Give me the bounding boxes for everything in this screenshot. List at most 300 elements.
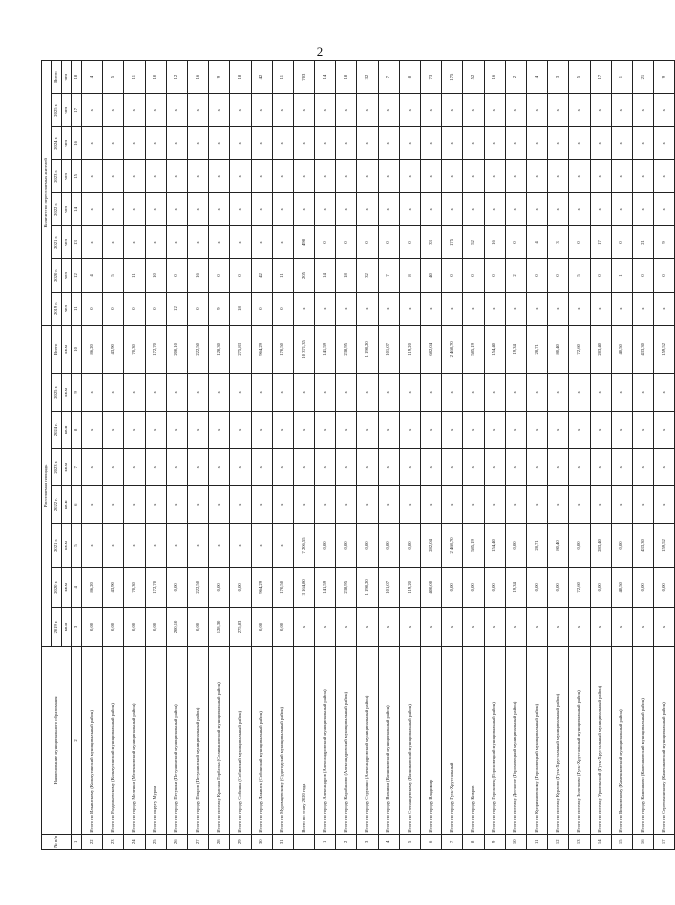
people-value: x (463, 160, 484, 193)
area-value: x (187, 486, 208, 523)
header-total-area: Всего (52, 325, 62, 374)
area-value: x (357, 607, 378, 647)
area-value: x (632, 449, 653, 486)
area-value: x (124, 523, 145, 567)
header-column-number: 6 (72, 486, 82, 523)
people-value: x (442, 193, 463, 226)
people-value: x (124, 193, 145, 226)
row-number: 15 (611, 834, 632, 849)
area-value: 0,00 (505, 523, 526, 567)
area-value: x (463, 374, 484, 411)
area-value: x (145, 411, 166, 448)
people-value: x (230, 193, 251, 226)
area-value: 72,60 (569, 325, 590, 374)
people-value: x (315, 292, 336, 325)
people-value: 12 (166, 292, 187, 325)
table-row (569, 61, 590, 850)
people-value: 17 (590, 226, 611, 259)
people-value: x (272, 193, 293, 226)
municipality-name: Итого по городу Покров (Петушинский муниципальный район) (187, 647, 208, 834)
header-year-area: 2020 г. (52, 567, 62, 607)
people-value: 8 (399, 259, 420, 292)
people-value: 4 (82, 61, 103, 94)
area-value: 0,00 (82, 607, 103, 647)
area-value: 585,19 (463, 523, 484, 567)
area-value: x (632, 411, 653, 448)
area-value: 0,00 (632, 567, 653, 607)
people-value: x (230, 226, 251, 259)
area-value: x (124, 374, 145, 411)
people-value: x (484, 127, 505, 160)
people-value: x (251, 94, 272, 127)
people-value: x (378, 127, 399, 160)
people-value: x (230, 94, 251, 127)
area-value: x (166, 449, 187, 486)
area-value: x (378, 449, 399, 486)
people-value: 10 (145, 61, 166, 94)
header-unit-area: кв.м (62, 374, 72, 411)
people-value: 0 (187, 292, 208, 325)
area-value: x (166, 374, 187, 411)
municipality-name: Итого по поселку Курлово (Гусь-Хрустальный муниципальный район) (548, 647, 569, 834)
area-value: 0,00 (251, 607, 272, 647)
people-value: x (463, 127, 484, 160)
people-value: 0 (82, 292, 103, 325)
people-value: 4 (526, 61, 547, 94)
header-unit-people: чел (62, 160, 72, 193)
area-value: 2 468,70 (442, 325, 463, 374)
header-unit-people: чел (62, 292, 72, 325)
people-value: 0 (336, 226, 357, 259)
area-value: x (526, 486, 547, 523)
municipality-name: Итого по городу Меленки (Меленковский муниципальный район) (124, 647, 145, 834)
area-value: 1 198,20 (357, 325, 378, 374)
area-value: x (166, 486, 187, 523)
area-value: 172,70 (145, 567, 166, 607)
header-column-number: 16 (72, 127, 82, 160)
people-value: 9 (654, 61, 675, 94)
area-value: x (209, 486, 230, 523)
area-value: x (611, 486, 632, 523)
people-value: x (103, 160, 124, 193)
area-value: x (357, 411, 378, 448)
area-value: 433,30 (632, 523, 653, 567)
people-value: 0 (484, 259, 505, 292)
people-value: x (336, 94, 357, 127)
area-value: x (230, 374, 251, 411)
header-column-number: 8 (72, 411, 82, 448)
area-value: x (442, 411, 463, 448)
municipality-name: Итого по городу Ковров (463, 647, 484, 834)
area-value: 222,50 (187, 567, 208, 607)
header-column-number: 10 (72, 325, 82, 374)
people-value: x (505, 193, 526, 226)
people-value: x (548, 94, 569, 127)
area-value: 80,40 (548, 325, 569, 374)
municipality-name: Итого по поселку Досчатое (Гороховецкий муниципальный район) (505, 647, 526, 834)
people-value: 7 (378, 259, 399, 292)
people-value: x (103, 193, 124, 226)
area-value: 0,00 (590, 567, 611, 607)
area-value: 101,07 (378, 567, 399, 607)
area-value: x (442, 607, 463, 647)
table-body (82, 61, 675, 850)
people-value: 11 (272, 61, 293, 94)
people-value: x (145, 226, 166, 259)
header-column-number: 2 (72, 647, 82, 834)
header-column-number: 15 (72, 160, 82, 193)
people-value: 42 (251, 61, 272, 94)
area-value: x (336, 449, 357, 486)
people-value: 3 (548, 61, 569, 94)
people-value: x (272, 226, 293, 259)
table-row (399, 61, 420, 850)
area-value: x (632, 486, 653, 523)
people-value: x (336, 193, 357, 226)
people-value: x (357, 127, 378, 160)
header-year-area: 2019 г. (52, 607, 62, 647)
area-value: x (421, 449, 442, 486)
row-number: 28 (209, 834, 230, 849)
people-value: x (209, 94, 230, 127)
people-value: 18 (230, 292, 251, 325)
area-value: x (293, 374, 314, 411)
header-count-group: Количество переселяемых жителей (42, 61, 52, 326)
header-unit-area: кв.м (62, 523, 72, 567)
people-value: x (166, 226, 187, 259)
header-column-number: 4 (72, 567, 82, 607)
area-value: x (230, 449, 251, 486)
people-value: x (548, 160, 569, 193)
row-number: 11 (526, 834, 547, 849)
header-year-area: 2021 г. (52, 523, 62, 567)
table-row (293, 61, 314, 850)
people-value: x (336, 160, 357, 193)
area-value: 0,00 (187, 607, 208, 647)
municipality-name: Итого по Вояковскому (Камешковский муниципальный район) (611, 647, 632, 834)
row-number: 29 (230, 834, 251, 849)
municipality-name: Итого по городу Карабаново (Александровский муниципальный район) (336, 647, 357, 834)
people-value: x (590, 94, 611, 127)
people-value: x (357, 94, 378, 127)
header-name: Наименование муниципального образования (42, 647, 72, 834)
row-number: 3 (357, 834, 378, 849)
people-value: x (442, 94, 463, 127)
header-column-number: 9 (72, 374, 82, 411)
municipality-name: Итого по Сергеихинскому (Камешковский муниципальный район) (654, 647, 675, 834)
people-value: x (293, 292, 314, 325)
area-value: x (103, 449, 124, 486)
people-value: 175 (442, 61, 463, 94)
header-column-number: 5 (72, 523, 82, 567)
area-value: x (421, 607, 442, 647)
area-value: 141,59 (315, 325, 336, 374)
area-value: x (357, 486, 378, 523)
people-value: 703 (293, 61, 314, 94)
people-value: 0 (505, 226, 526, 259)
people-value: x (526, 160, 547, 193)
area-value: 0,00 (442, 567, 463, 607)
people-value: x (611, 160, 632, 193)
table-row (484, 61, 505, 850)
table-row (421, 61, 442, 850)
area-value: 0,00 (463, 567, 484, 607)
people-value: x (632, 193, 653, 226)
people-value: x (357, 160, 378, 193)
people-value: 0 (654, 259, 675, 292)
area-value: x (505, 449, 526, 486)
area-value: x (590, 411, 611, 448)
row-number: 8 (463, 834, 484, 849)
area-value: 0,00 (103, 607, 124, 647)
header-year-area: 2024 г. (52, 411, 62, 448)
people-value: 0 (399, 226, 420, 259)
table-row (145, 61, 166, 850)
header-column-number: 17 (72, 94, 82, 127)
area-value: x (590, 607, 611, 647)
people-value: x (124, 94, 145, 127)
row-number: 6 (421, 834, 442, 849)
people-value: x (632, 127, 653, 160)
row-number: 16 (632, 834, 653, 849)
area-value: x (103, 411, 124, 448)
area-value: x (378, 486, 399, 523)
people-value: x (166, 94, 187, 127)
people-value: 14 (315, 259, 336, 292)
people-value: x (590, 127, 611, 160)
area-value: x (442, 374, 463, 411)
table-row (442, 61, 463, 850)
people-value: x (293, 160, 314, 193)
header-column-number: 12 (72, 259, 82, 292)
people-value: x (272, 160, 293, 193)
row-number: 22 (82, 834, 103, 849)
area-value: x (548, 449, 569, 486)
area-value: x (442, 449, 463, 486)
people-value: 40 (421, 259, 442, 292)
table-row (505, 61, 526, 850)
area-value: x (463, 607, 484, 647)
area-value: x (399, 374, 420, 411)
area-value: x (484, 449, 505, 486)
people-value: 0 (632, 259, 653, 292)
header-column-number: 13 (72, 226, 82, 259)
row-number: 24 (124, 834, 145, 849)
municipality-name: Итого по городу Гусь-Хрустальный (442, 647, 463, 834)
area-value: x (82, 449, 103, 486)
people-value: x (336, 127, 357, 160)
area-value: x (611, 411, 632, 448)
people-value: x (399, 292, 420, 325)
people-value: x (505, 94, 526, 127)
people-value: x (654, 193, 675, 226)
area-value: x (421, 486, 442, 523)
header-year-people: 2025 г. (52, 94, 62, 127)
area-value: x (442, 486, 463, 523)
people-value: 52 (463, 226, 484, 259)
people-value: x (590, 160, 611, 193)
municipality-name: Итого по округу Муром (145, 647, 166, 834)
area-value: 10 371,35 (293, 325, 314, 374)
area-value: x (484, 374, 505, 411)
people-value: x (548, 292, 569, 325)
people-value: x (103, 94, 124, 127)
people-value: x (505, 127, 526, 160)
area-value: x (272, 374, 293, 411)
area-value: 80,40 (548, 523, 569, 567)
area-value: x (187, 523, 208, 567)
people-value: 0 (251, 292, 272, 325)
area-value: x (569, 607, 590, 647)
people-value: x (209, 226, 230, 259)
people-value: 0 (463, 259, 484, 292)
people-value: 0 (124, 292, 145, 325)
people-value: 16 (484, 61, 505, 94)
people-value: 2 (505, 61, 526, 94)
municipality-name: Итого по Раздольевскому (Кольчугинский муниципальный район) (103, 647, 124, 834)
people-value: x (421, 127, 442, 160)
people-value: x (421, 94, 442, 127)
people-value: 0 (230, 259, 251, 292)
municipality-name: Итого по Куприяновскому (Гороховецкий муниципальный район) (526, 647, 547, 834)
header-column-number: 7 (72, 449, 82, 486)
people-value: 8 (399, 61, 420, 94)
people-value: x (378, 292, 399, 325)
area-value: 200,10 (166, 607, 187, 647)
area-value: x (230, 523, 251, 567)
area-value: 964,29 (251, 567, 272, 607)
people-value: x (399, 193, 420, 226)
area-value: x (654, 449, 675, 486)
area-value: 128,30 (209, 325, 230, 374)
area-value: 2 468,70 (442, 523, 463, 567)
people-value: 11 (124, 259, 145, 292)
area-value: x (569, 374, 590, 411)
header-year-people: 2021 г. (52, 226, 62, 259)
area-value: x (399, 411, 420, 448)
area-value: x (293, 607, 314, 647)
row-number: 30 (251, 834, 272, 849)
people-value: x (654, 292, 675, 325)
table-row (357, 61, 378, 850)
area-value: x (548, 607, 569, 647)
header-column-number: 14 (72, 193, 82, 226)
people-value: 3 (548, 226, 569, 259)
table-row (187, 61, 208, 850)
row-number (293, 834, 314, 849)
people-value: x (357, 292, 378, 325)
people-value: x (399, 127, 420, 160)
area-value: 0,00 (378, 523, 399, 567)
people-value: 5 (569, 259, 590, 292)
area-value: 0,00 (336, 523, 357, 567)
table-row (548, 61, 569, 850)
area-value: x (590, 486, 611, 523)
header-unit-people: чел (62, 226, 72, 259)
area-value: x (187, 449, 208, 486)
header-year-people: 2019 г. (52, 292, 62, 325)
people-value: x (654, 127, 675, 160)
people-value: 0 (272, 292, 293, 325)
people-value: x (209, 193, 230, 226)
area-value: x (145, 486, 166, 523)
people-value: 5 (103, 259, 124, 292)
area-value: x (209, 411, 230, 448)
area-value: 222,50 (187, 325, 208, 374)
area-value: x (336, 411, 357, 448)
header-unit-area: кв.м (62, 607, 72, 647)
area-value: x (378, 411, 399, 448)
row-number: 25 (145, 834, 166, 849)
area-value: 433,30 (632, 325, 653, 374)
header-column-numbers (72, 61, 82, 850)
area-value: x (293, 411, 314, 448)
people-value: 11 (124, 61, 145, 94)
area-value: x (357, 449, 378, 486)
area-value: 28,71 (526, 325, 547, 374)
area-value: 283,40 (590, 325, 611, 374)
people-value: 9 (209, 292, 230, 325)
people-value: x (82, 127, 103, 160)
row-number: 14 (590, 834, 611, 849)
area-value: 275,83 (230, 607, 251, 647)
people-value: x (484, 292, 505, 325)
area-value: x (484, 411, 505, 448)
people-value: x (124, 160, 145, 193)
people-value: 12 (166, 61, 187, 94)
area-value: x (187, 411, 208, 448)
municipality-name: Итого по Степанцевскому (Вязниковский муниципальный район) (399, 647, 420, 834)
area-value: x (463, 486, 484, 523)
people-value: x (315, 127, 336, 160)
people-value: x (293, 193, 314, 226)
row-number: 2 (336, 834, 357, 849)
municipality-name: Всего по этапу 2020 года (293, 647, 314, 834)
table-row (209, 61, 230, 850)
people-value: x (632, 160, 653, 193)
table-row (654, 61, 675, 850)
area-value: x (293, 449, 314, 486)
people-value: 0 (378, 226, 399, 259)
area-value: x (315, 486, 336, 523)
people-value: x (187, 193, 208, 226)
people-value: x (251, 160, 272, 193)
people-value: x (484, 94, 505, 127)
header-column-number: 18 (72, 61, 82, 94)
area-value: x (315, 374, 336, 411)
resettlement-table (41, 60, 675, 850)
people-value: 33 (421, 226, 442, 259)
page-number: 2 (316, 44, 324, 59)
area-value: x (315, 449, 336, 486)
area-value: 0,00 (399, 523, 420, 567)
people-value: x (442, 127, 463, 160)
people-value: x (505, 292, 526, 325)
people-value: 21 (632, 226, 653, 259)
people-value: 7 (378, 61, 399, 94)
row-number: 23 (103, 834, 124, 849)
municipality-name: Итого по поселку Золотково (Гусь-Хрустальный муниципальный район) (569, 647, 590, 834)
area-value: 964,29 (251, 325, 272, 374)
table-row (103, 61, 124, 850)
people-value: x (569, 160, 590, 193)
people-value: x (548, 193, 569, 226)
area-value: 40,50 (611, 325, 632, 374)
people-value: x (421, 292, 442, 325)
area-value: x (124, 411, 145, 448)
area-value: 128,30 (209, 607, 230, 647)
municipality-name: Итого по городу Собинка (Собинский муниципальный район) (230, 647, 251, 834)
